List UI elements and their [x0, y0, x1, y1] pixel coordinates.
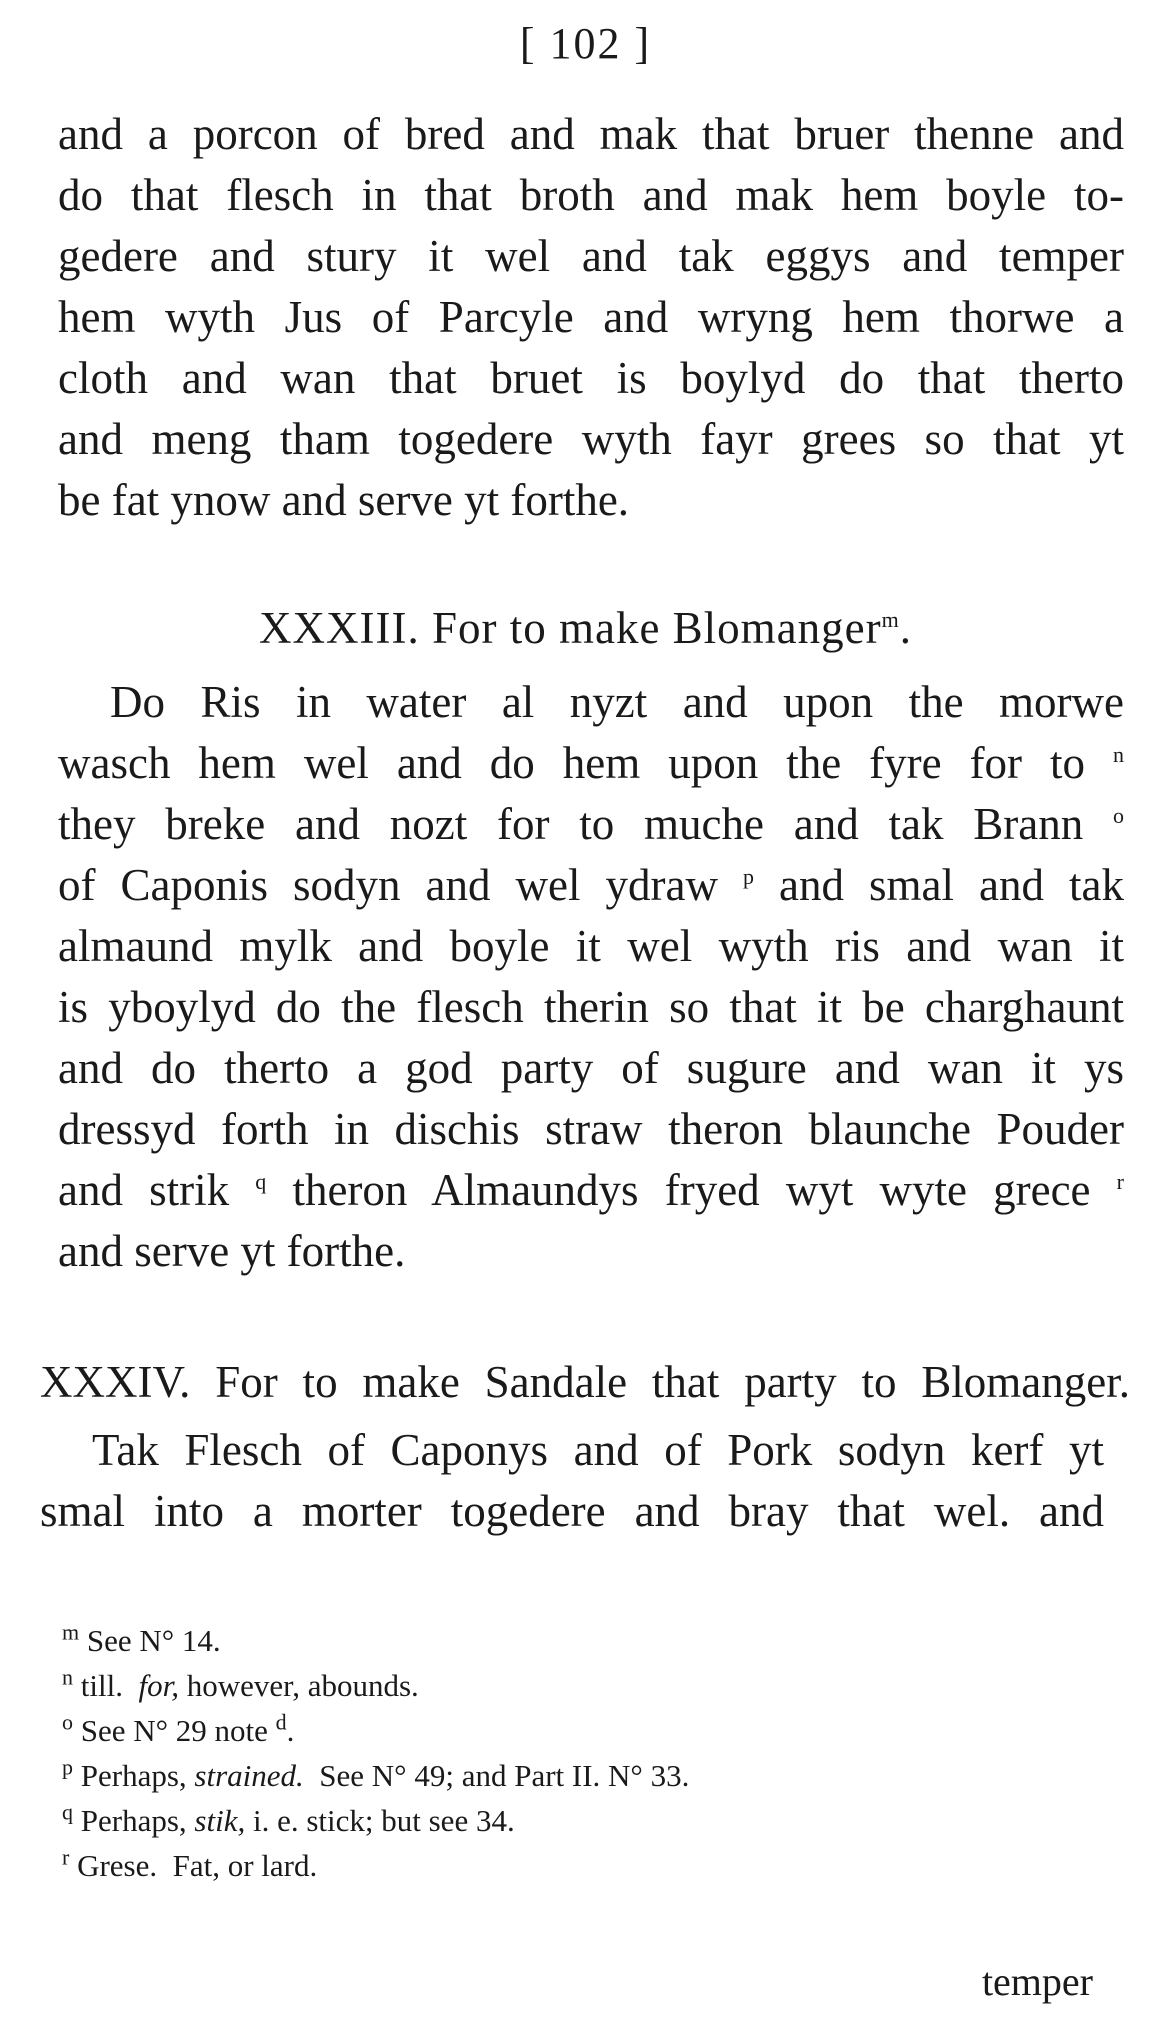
footnote-pre: Perhaps, [80, 1758, 187, 1793]
recipe-34-heading: XXXIV. For to make Sandale that party to Blomanger. [40, 1357, 1130, 1407]
text-line [58, 794, 1124, 855]
footnote-mark: r [62, 1844, 70, 1870]
page-number: [ 102 ] [519, 19, 652, 68]
text-line: smal into a morter togedere and bray that wel. and [40, 1486, 1104, 1536]
footnote-italic: stik, [194, 1803, 246, 1838]
text-line: do that flesch in that broth and mak hem boyle to- [58, 170, 1124, 220]
text-line [58, 733, 1124, 794]
text-line: gedere and stury it wel and tak eggys and temper [58, 231, 1124, 281]
footnote-mark: o [62, 1709, 73, 1735]
text-line: and serve yt forthe. [58, 1226, 406, 1276]
text-line: and meng tham togedere wyth fayr grees so that yt [58, 414, 1124, 464]
line-text: of Caponis sodyn and wel ydraw [58, 860, 718, 910]
footnote-mark: p [62, 1754, 73, 1780]
text-line: be fat ynow and serve yt forthe. [58, 475, 630, 525]
footnote-text: See N° 49; and Part II. N° 33. [319, 1758, 690, 1793]
line-text: and strik [58, 1165, 230, 1215]
heading-text: XXXIII. For to make Blomanger [259, 603, 882, 653]
footnote-ref: o [1113, 803, 1124, 828]
footnote-ref: d [275, 1709, 287, 1735]
recipe-34-body [40, 1420, 1104, 1542]
heading-period: . [899, 603, 912, 653]
footnote [62, 1753, 962, 1798]
footnotes [62, 1618, 962, 1888]
text-line: is yboylyd do the flesch therin so that it be charghaunt [58, 982, 1124, 1032]
footnote-ref: q [255, 1169, 267, 1194]
footnote-italic: strained. [194, 1758, 304, 1793]
footnote-mark: q [62, 1799, 73, 1825]
footnote [62, 1843, 962, 1888]
footnote-italic: for, [138, 1668, 179, 1703]
footnote-pre: Perhaps, [80, 1803, 187, 1838]
text-line: almaund mylk and boyle it wel wyth ris and wan it [58, 921, 1124, 971]
text-line: hem wyth Jus of Parcyle and wryng hem thorwe a [58, 292, 1124, 342]
text-line: cloth and wan that bruet is boylyd do that therto [58, 353, 1124, 403]
footnote-ref: p [743, 864, 755, 889]
line-text: they breke and nozt for to muche and tak Brann [58, 799, 1084, 849]
footnote-text: Fat, or lard. [172, 1848, 318, 1883]
footnote-mark: m [62, 1619, 80, 1645]
footnote [62, 1798, 962, 1843]
text-line [58, 855, 1124, 916]
footnote-text: See N° 14. [86, 1623, 221, 1658]
footnote-pre: Grese. [77, 1848, 158, 1883]
footnote-period: . [286, 1713, 295, 1748]
footnote-text: i. e. stick; but see 34. [252, 1803, 515, 1838]
footnote [62, 1663, 962, 1708]
footnote-text: See N° 29 note [80, 1713, 268, 1748]
text-line [58, 1160, 1124, 1221]
recipe-continuation [58, 104, 1124, 531]
recipe-33-body [58, 672, 1124, 1282]
line-text: and smal and tak [754, 860, 1125, 910]
footnote-ref: m [881, 607, 900, 632]
text-line: Tak Flesch of Caponys and of Pork sodyn kerf yt [92, 1425, 1104, 1475]
footnote-ref: n [1113, 742, 1125, 767]
footnote [62, 1708, 962, 1753]
footnote-mark: n [62, 1664, 73, 1690]
footnote [62, 1618, 962, 1663]
text-line: and a porcon of bred and mak that bruer thenne and [58, 109, 1124, 159]
text-line: dressyd forth in dischis straw theron blaunche Pouder [58, 1104, 1124, 1154]
recipe-33-heading [0, 598, 1171, 659]
line-text: theron Almaundys fryed wyt wyte grece [266, 1165, 1091, 1215]
line-text: wasch hem wel and do hem upon the fyre for to [58, 738, 1086, 788]
text-line: and do therto a god party of sugure and wan it ys [58, 1043, 1124, 1093]
catchword: temper [981, 1959, 1093, 2004]
text-line: Do Ris in water al nyzt and upon the morwe [110, 677, 1124, 727]
footnote-ref: r [1116, 1169, 1124, 1194]
footnote-text: however, abounds. [186, 1668, 419, 1703]
footnote-pre: till. [80, 1668, 123, 1703]
